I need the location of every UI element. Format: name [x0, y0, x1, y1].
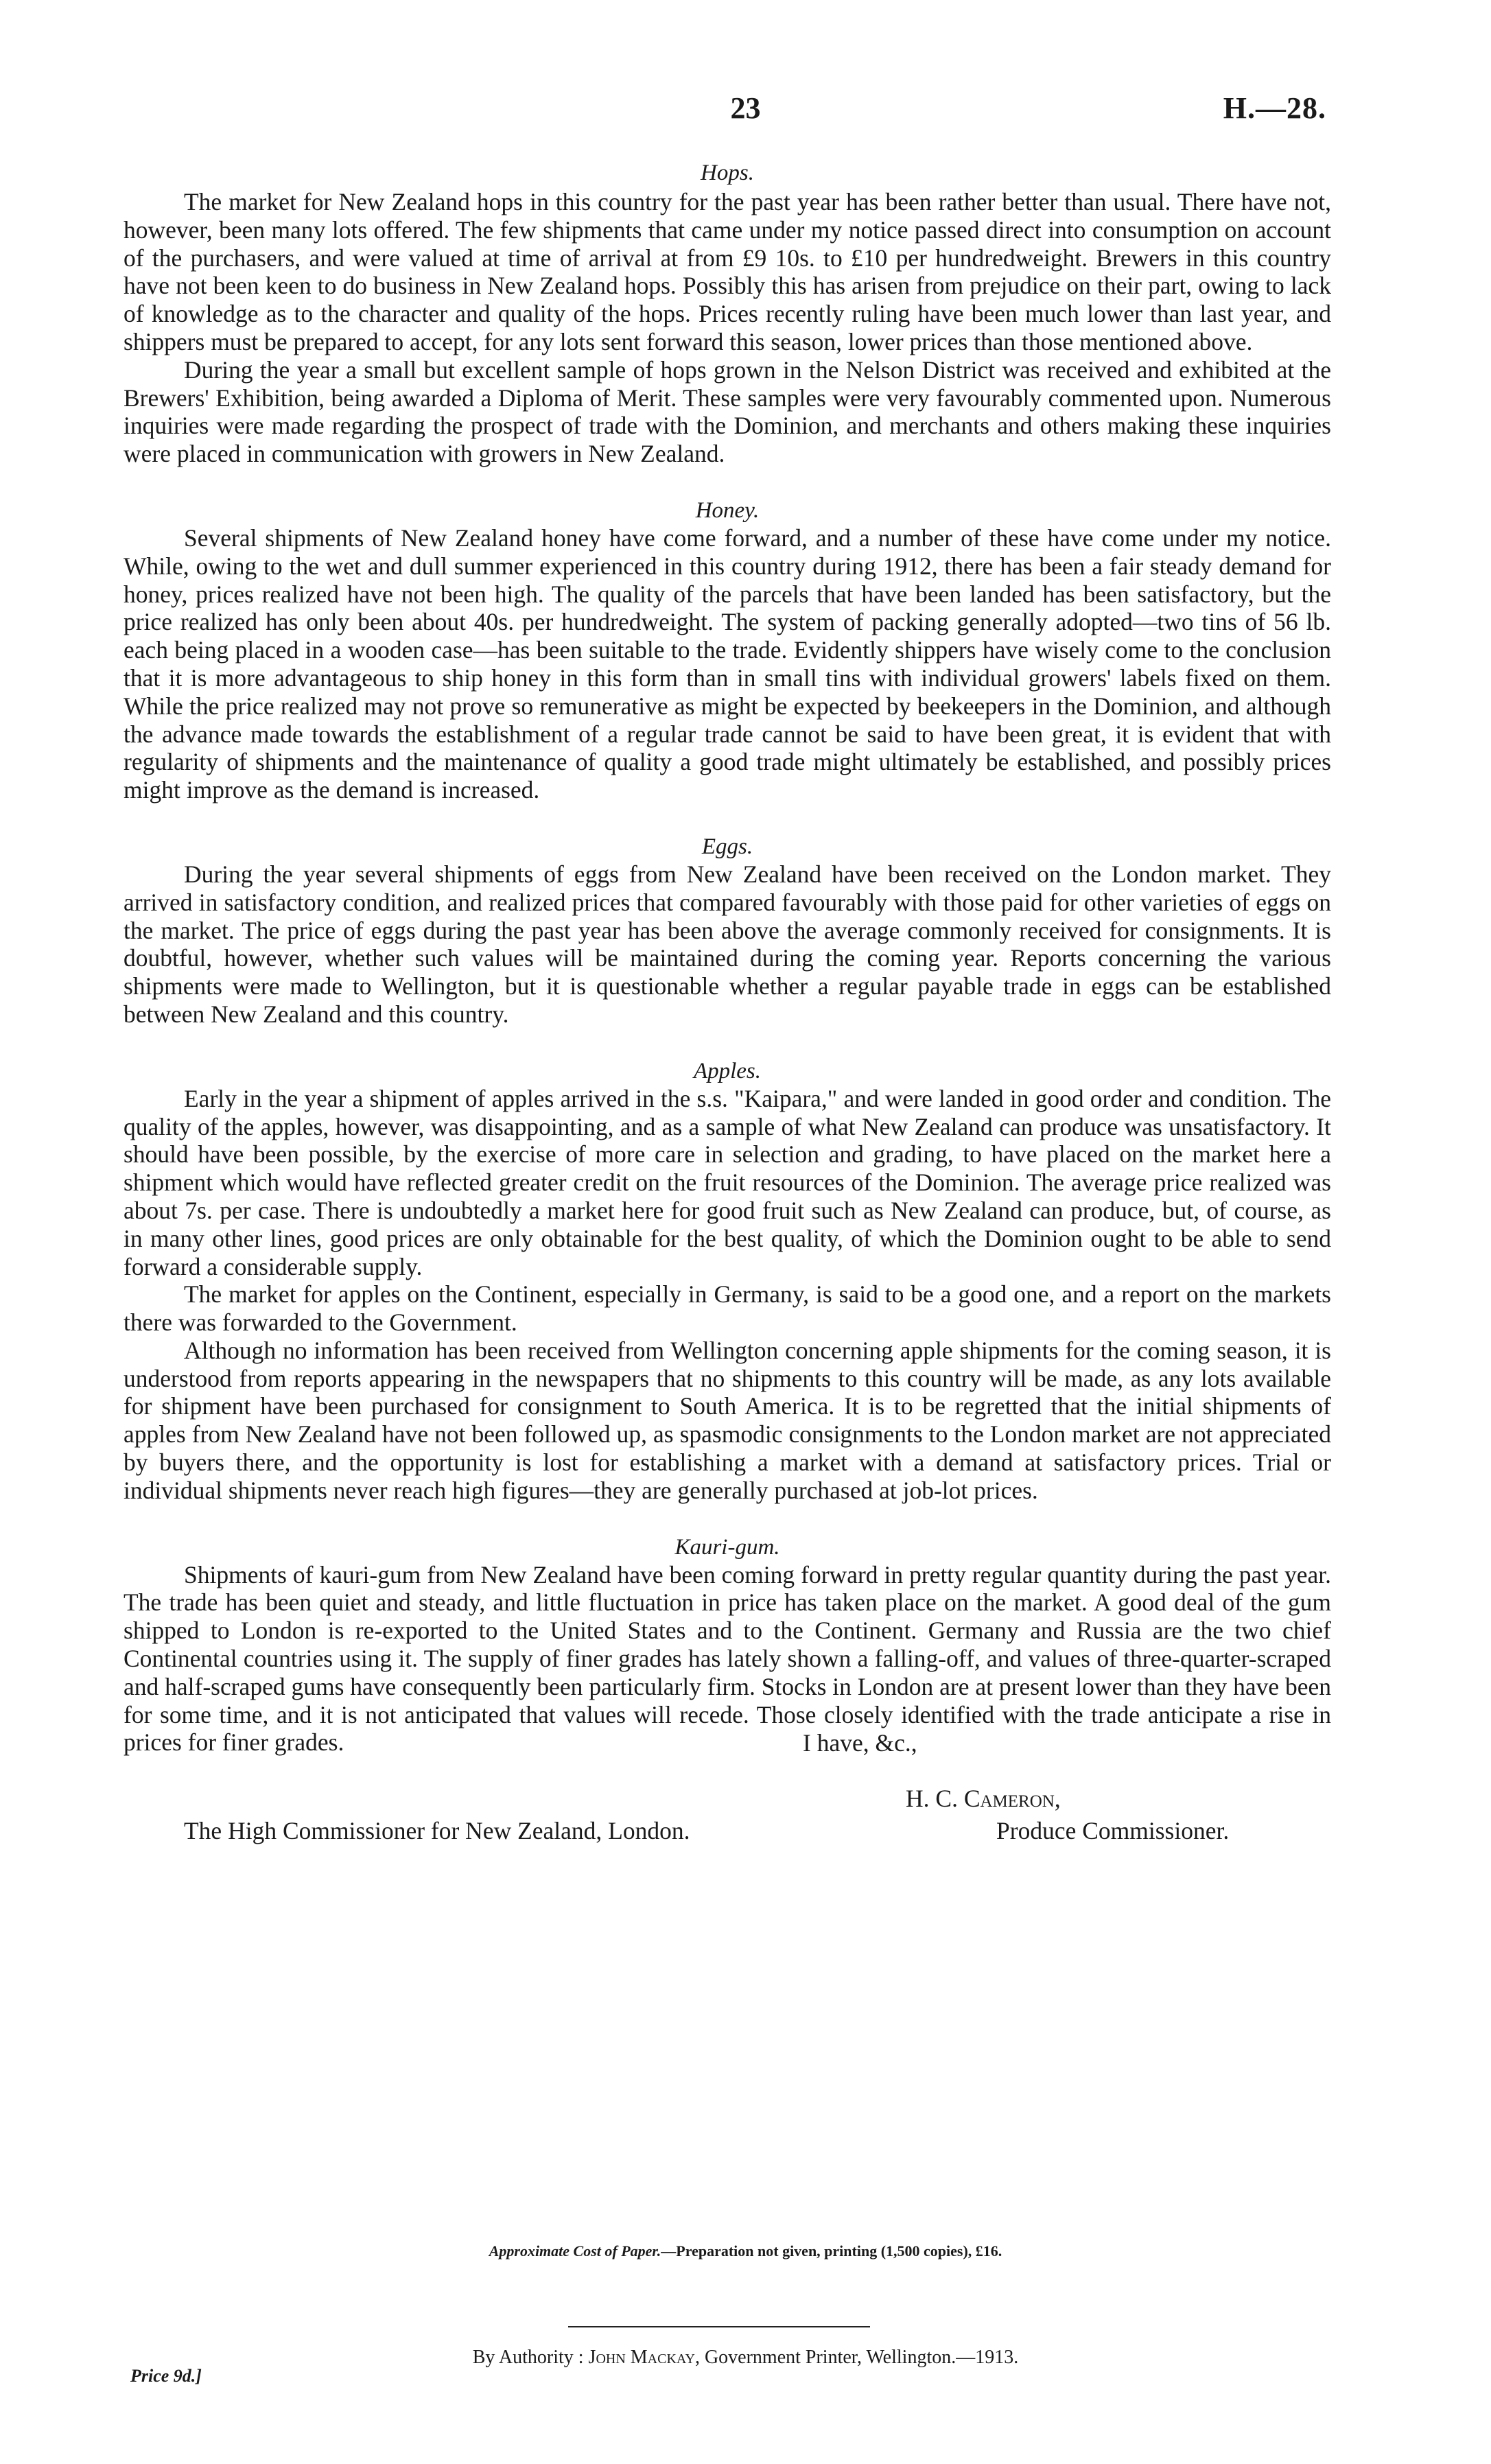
section-honey: [124, 497, 1331, 804]
section-heading: Eggs.: [701, 834, 753, 859]
cost-of-paper-note: [0, 2242, 1491, 2260]
paragraph: The market for apples on the Continent, especially in Germany, is said to be a good one, and a report on the markets there was forwarded to the Government.: [124, 1280, 1331, 1337]
section-eggs: [124, 833, 1331, 1029]
paragraph: Although no information has been received from Wellington concerning apple shipments for the coming season, it is understood from reports appearing in the newspapers that no shipments to this country will be made, as any lots available for shipment have been purchased for consignment to South America. It is to be regretted that the initial shipments of apples from New Zealand have not been followed up, as spasmodic consignments to the London market are not appreciated by buyers there, and the opportunity is lost for establishing a market with a demand at satisfactory prices. Trial or individual shipments never reach high figures—they are generally purchased at job-lot prices.: [124, 1336, 1331, 1504]
paragraph: Shipments of kauri-gum from New Zealand have been coming forward in pretty regular quantity during the past year. The trade has been quiet and steady, and little fluctuation in price has taken place on the market. A good deal of the gum shipped to London is re-exported to the United States and to the Continent. Germany and Russia are the two chief Continental countries using it. The supply of finer grades has lately shown a falling-off, and values of three-quarter-scraped and half-scraped gums have consequently been particularly firm. Stocks in London are at present lower than they have been for some time, and it is not anticipated that values will recede. Those closely identified with the trade anticipate a rise in prices for finer grades.: [124, 1560, 1331, 1757]
paragraph: During the year a small but excellent sample of hops grown in the Nelson District was received and exhibited at the Brewers' Exhibition, being awarded a Diploma of Merit. These samples were very favourably commented upon. Numerous inquiries were made regarding the prospect of trade with the Dominion, and merchants and others making these inquiries were placed in communication with growers in New Zealand.: [124, 355, 1331, 468]
report-body: [124, 159, 1331, 1844]
price-label: Price 9d.]: [130, 2366, 202, 2386]
letter-closing: [124, 1729, 1331, 1844]
section-heading: Honey.: [695, 497, 760, 523]
section-kauri-gum: [124, 1534, 1331, 1757]
section-heading: Kauri-gum.: [674, 1534, 780, 1560]
divider-rule: [568, 2326, 870, 2327]
section-heading: Apples.: [693, 1058, 762, 1083]
signatory-name: H. C. Cameron,: [906, 1785, 1061, 1813]
page-number: 23: [730, 91, 761, 125]
signatory-title: Produce Commissioner.: [996, 1816, 1230, 1844]
cost-label: Approximate Cost of Paper.: [489, 2242, 661, 2260]
paragraph: Several shipments of New Zealand honey have come forward, and a number of these have come under my notice. While, owing to the wet and dull summer experienced in this country during 1912, there has been a fair steady demand for honey, prices realized have not been high. The quality of the parcels that have been landed has been satisfactory, but the price realized has only been about 40s. per hundredweight. The system of packing generally adopted—two tins of 56 lb. each being placed in a wooden case—has been suitable to the trade. Evidently shippers have wisely come to the conclusion that it is more advantageous to ship honey in this form than in small tins with individual growers' labels fixed on them. While the price realized may not prove so remunerative as might be expected by beekeepers in the Dominion, and although the advance made towards the establishment of a regular trade cannot be said to have been great, it is evident that with regularity of shipments and the maintenance of quality a good trade might ultimately be established, and possibly prices might improve as the demand is increased.: [124, 524, 1331, 804]
paragraph: The market for New Zealand hops in this country for the past year has been rather better than usual. There have not, however, been many lots offered. The few shipments that came under my notice passed direct into consumption on account of the purchasers, and were valued at time of arrival at from £9 10s. to £10 per hundredweight. Brewers in this country have not been keen to do business in New Zealand hops. Possibly this has arisen from prejudice on their part, owing to lack of knowledge as to the character and quality of the hops. Prices recently ruling have been much lower than last year, and shippers must be prepared to accept, for any lots sent forward this season, lower prices than those mentioned above.: [124, 188, 1331, 355]
document-reference: H.—28.: [1223, 91, 1326, 125]
section-heading: Hops.: [701, 161, 754, 185]
section-apples: [124, 1057, 1331, 1505]
sign-off: I have, &c.,: [803, 1729, 917, 1757]
paragraph: Early in the year a shipment of apples arrived in the s.s. "Kaipara," and were landed in good order and condition. The quality of the apples, however, was disappointing, and as a sample of what New Zealand can produce was unsatisfactory. It should have been possible, by the exercise of more care in selection and grading, to have placed on the market here a shipment which would have reflected greater credit on the fruit resources of the Dominion. The average price realized was about 7s. per case. There is undoubtedly a market here for good fruit such as New Zealand can produce, but, of course, as in many other lines, good prices are only obtainable for the best quality, of which the Dominion ought to be able to send forward a considerable supply.: [124, 1084, 1331, 1280]
printer-name: John Mackay,: [588, 2347, 700, 2368]
authority-prefix: By Authority :: [472, 2347, 584, 2368]
addressee: The High Commissioner for New Zealand, London.: [184, 1816, 690, 1844]
authority-suffix: Government Printer, Wellington.—1913.: [704, 2347, 1019, 2368]
section-hops: [124, 159, 1331, 468]
cost-text: —Preparation not given, printing (1,500 copies), £16.: [661, 2242, 1002, 2260]
paragraph: During the year several shipments of eggs from New Zealand have been received on the London market. They arrived in satisfactory condition, and realized prices that compared favourably with those paid for other varieties of eggs on the market. The price of eggs during the past year has been above the average commonly received for consignments. It is doubtful, however, whether such values will be maintained during the coming year. Reports concerning the various shipments were made to Wellington, but it is questionable whether a regular payable trade in eggs can be established between New Zealand and this country.: [124, 860, 1331, 1028]
printer-imprint: [0, 2347, 1491, 2369]
